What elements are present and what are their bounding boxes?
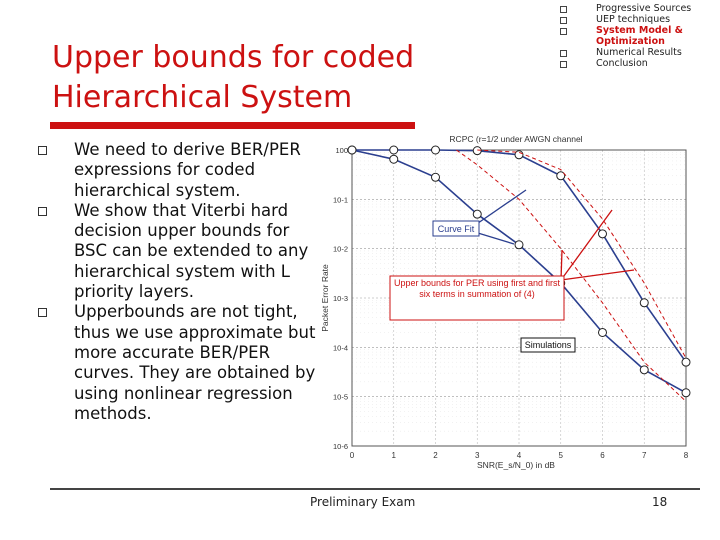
outline-item-label: Progressive Sources — [596, 3, 692, 14]
footer-label: Preliminary Exam — [310, 495, 416, 509]
outline-item-numerical-results — [555, 47, 715, 58]
y-tick-label: 10-5 — [332, 392, 348, 402]
upper-bound-text-holder — [392, 278, 562, 320]
outline-item-progressive-sources — [555, 3, 715, 14]
section-outline — [555, 3, 715, 69]
bullet-square-icon — [38, 207, 47, 216]
x-tick-label: 4 — [516, 451, 522, 460]
outline-item-label: Numerical Results — [596, 47, 682, 58]
data-point — [599, 328, 607, 336]
y-axis-label: Packet Error Rate — [320, 264, 330, 332]
x-tick-label: 0 — [349, 451, 355, 460]
data-point — [348, 146, 356, 154]
simulations-label: Simulations — [524, 340, 572, 350]
bullet-item — [36, 302, 324, 424]
data-point — [390, 155, 398, 163]
y-tick-label: 100 — [335, 146, 348, 155]
upper-bound-label: Upper bounds for PER using first and first six terms in summation of (4) — [393, 278, 561, 299]
data-point — [473, 147, 481, 155]
y-tick-label: 10-4 — [332, 343, 348, 353]
x-axis-label: SNR(E_s/N_0) in dB — [477, 460, 555, 470]
bullet-square-icon — [38, 308, 47, 317]
bullet-text: We show that Viterbi hard decision upper bounds for BSC can be extended to any hierarchical system with L priority layers. — [74, 200, 309, 302]
data-point — [390, 146, 398, 154]
chart-title: RCPC (r=1/2 under AWGN channel — [449, 134, 583, 144]
data-point — [432, 173, 440, 181]
per-chart — [316, 130, 696, 475]
outline-bullet-icon — [560, 17, 567, 24]
outline-item-conclusion — [555, 58, 715, 69]
x-tick-label: 1 — [391, 451, 396, 460]
outline-bullet-icon — [560, 6, 567, 13]
slide-title: Upper bounds for coded Hierarchical System — [52, 40, 415, 115]
data-point — [682, 358, 690, 366]
data-point — [432, 146, 440, 154]
y-tick-label: 10-6 — [332, 442, 348, 451]
outline-item-label: UEP techniques — [596, 14, 671, 25]
page-number: 18 — [652, 495, 668, 509]
x-tick-label: 6 — [600, 451, 605, 460]
bullet-text: We need to derive BER/PER expressions for coded hierarchical system. — [74, 140, 301, 200]
outline-bullet-icon — [560, 28, 567, 35]
x-tick-label: 2 — [433, 451, 438, 460]
bullet-text: Upperbounds are not tight, thus we use approximate but more accurate BER/PER curves. They are obtained by using nonlinear regression methods. — [74, 302, 316, 423]
bullet-square-icon — [38, 146, 47, 155]
y-tick-label: 10-1 — [332, 195, 348, 205]
y-tick-label: 10-3 — [332, 294, 348, 303]
title-underline — [50, 122, 415, 129]
data-point — [682, 389, 690, 397]
x-tick-label: 3 — [475, 451, 480, 460]
bullet-list — [36, 140, 324, 424]
x-tick-label: 5 — [558, 451, 563, 460]
outline-bullet-icon — [560, 61, 567, 68]
bullet-item — [36, 201, 324, 302]
curve-fit-label: Curve Fit — [437, 224, 475, 234]
footer-rule — [50, 488, 700, 490]
data-point — [599, 230, 607, 238]
y-tick-label: 10-2 — [332, 244, 348, 254]
x-tick-label: 7 — [642, 451, 647, 460]
x-tick-label: 8 — [683, 451, 689, 460]
outline-item-label: Conclusion — [596, 58, 648, 69]
outline-item-system-model — [555, 25, 715, 47]
data-point — [640, 299, 648, 307]
bullet-item — [36, 140, 324, 201]
outline-item-uep-techniques — [555, 14, 715, 25]
data-point — [640, 366, 648, 374]
outline-item-label: System Model & Optimization — [596, 25, 683, 47]
outline-bullet-icon — [560, 50, 567, 57]
data-point — [473, 210, 481, 218]
data-point — [515, 241, 523, 249]
